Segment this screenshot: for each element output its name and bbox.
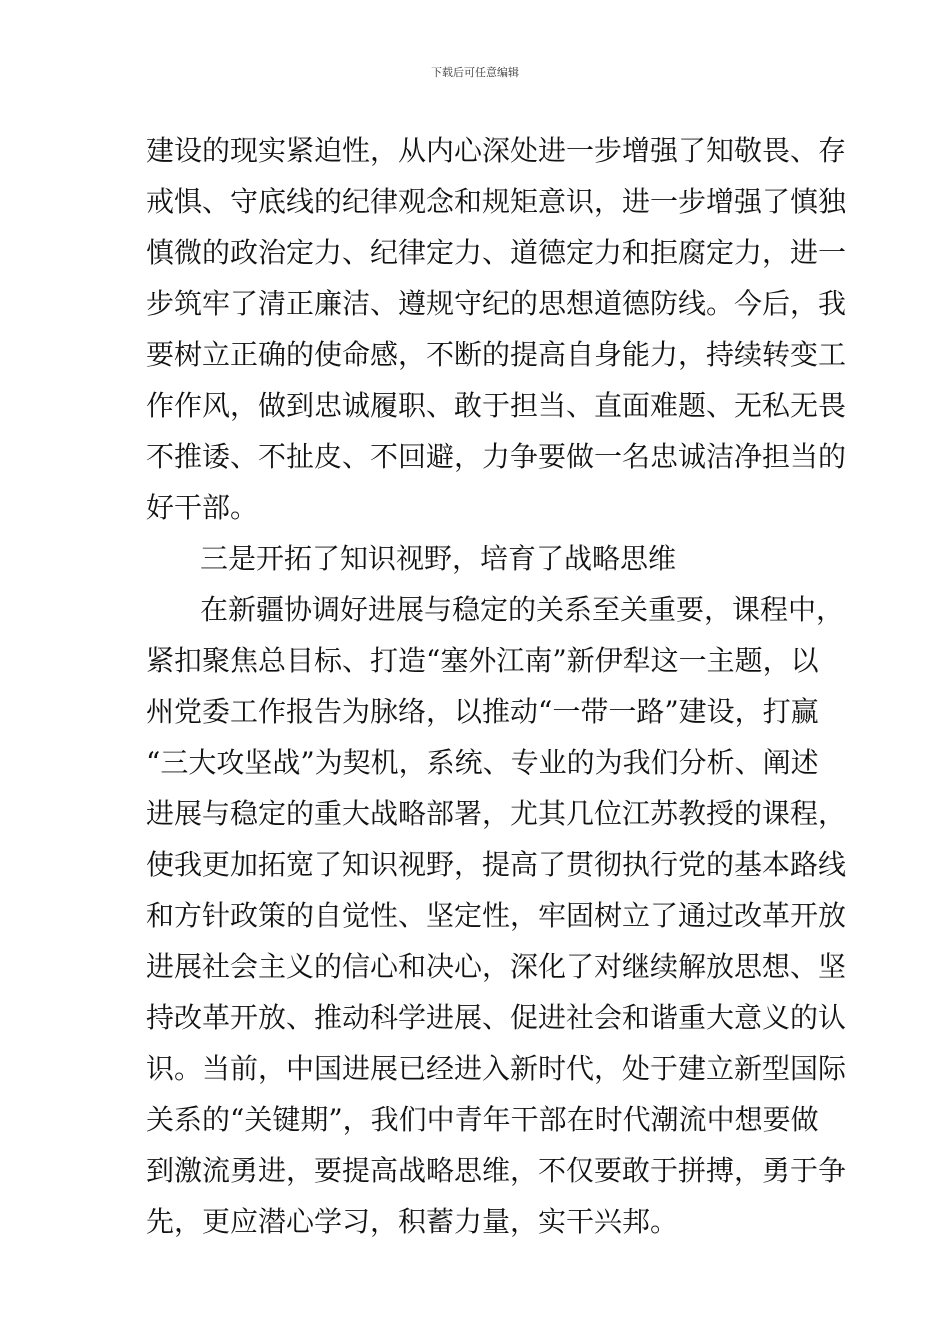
paragraph-1-line-1: 建设的现实紧迫性，从内心深处进一步增强了知敬畏、存 (146, 134, 847, 167)
paragraph-3-line-11: 关系的“关键期”，我们中青年干部在时代潮流中想要做 (146, 1103, 819, 1136)
paragraph-1-line-5: 要树立正确的使命感，不断的提高自身能力，持续转变工 (146, 338, 847, 371)
document-body (146, 125, 847, 1247)
paragraph-3-line-6: 使我更加拓宽了知识视野，提高了贯彻执行党的基本路线 (146, 848, 847, 881)
paragraph-3-line-2: 紧扣聚焦总目标、打造“塞外江南”新伊犁这一主题，以 (146, 644, 819, 677)
paragraph-3-line-4: “三大攻坚战”为契机，系统、专业的为我们分析、阐述 (146, 746, 819, 779)
paragraph-1-line-8: 好干部。 (146, 491, 259, 524)
page-header: 下载后可任意编辑 (431, 66, 519, 79)
paragraph-3-line-3: 州党委工作报告为脉络，以推动“一带一路”建设，打赢 (146, 695, 819, 728)
paragraph-1-line-6: 作作风，做到忠诚履职、敢于担当、直面难题、无私无畏 (146, 389, 847, 422)
paragraph-3-line-9: 持改革开放、推动科学进展、促进社会和谐重大意义的认 (146, 1001, 847, 1034)
paragraph-3-line-12: 到激流勇进，要提高战略思维，不仅要敢于拼搏，勇于争 (146, 1154, 847, 1187)
paragraph-3-line-10: 识。当前，中国进展已经进入新时代，处于建立新型国际 (146, 1052, 847, 1085)
paragraph-3-line-1: 在新疆协调好进展与稳定的关系至关重要，课程中， (200, 593, 845, 626)
paragraph-3-line-13: 先，更应潜心学习，积蓄力量，实干兴邦。 (146, 1205, 679, 1238)
paragraph-3-line-5: 进展与稳定的重大战略部署，尤其几位江苏教授的课程， (146, 797, 847, 830)
paragraph-1-line-4: 步筑牢了清正廉洁、遵规守纪的思想道德防线。今后，我 (146, 287, 847, 320)
paragraph-1-line-2: 戒惧、守底线的纪律观念和规矩意识，进一步增强了慎独 (146, 185, 847, 218)
section-heading: 三是开拓了知识视野，培育了战略思维 (200, 542, 677, 575)
paragraph-1-line-3: 慎微的政治定力、纪律定力、道德定力和拒腐定力，进一 (146, 236, 847, 269)
paragraph-1-line-7: 不推诿、不扯皮、不回避，力争要做一名忠诚洁净担当的 (146, 440, 847, 473)
paragraph-3-line-7: 和方针政策的自觉性、坚定性，牢固树立了通过改革开放 (146, 899, 847, 932)
paragraph-3-line-8: 进展社会主义的信心和决心，深化了对继续解放思想、坚 (146, 950, 847, 983)
